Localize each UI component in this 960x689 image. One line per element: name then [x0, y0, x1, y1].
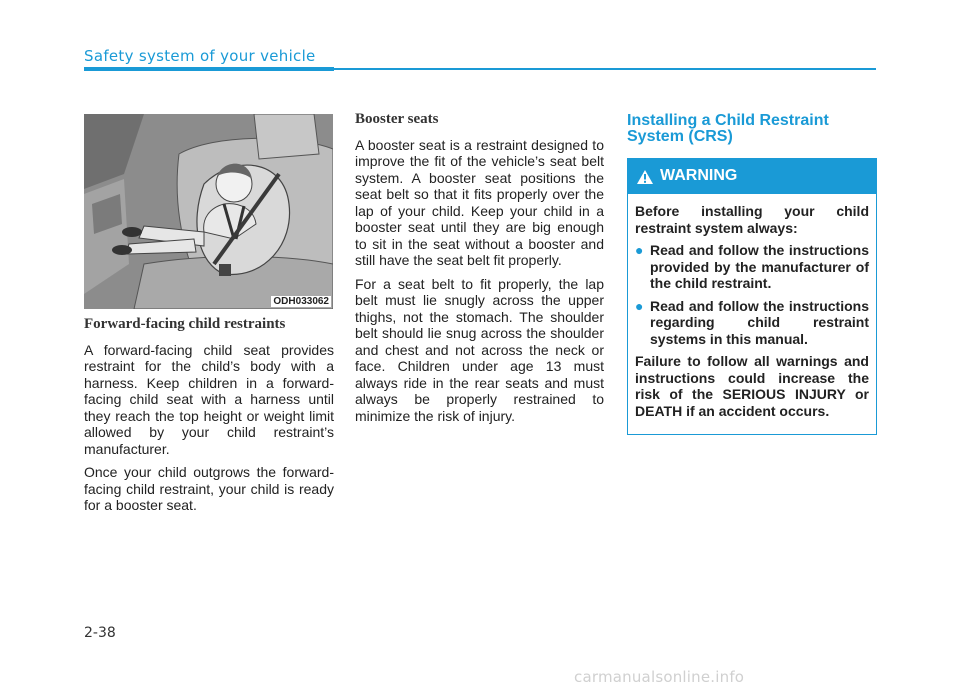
column-installing-crs	[627, 111, 877, 435]
forward-facing-paragraph-2: Once your child outgrows the forward-facing child restraint, your child is ready for a booster seat.	[84, 464, 334, 513]
warning-header	[628, 159, 876, 194]
figure-code: ODH033062	[273, 296, 329, 307]
warning-triangle-icon	[636, 169, 654, 185]
header-rule-thin	[334, 68, 876, 70]
booster-seats-heading: Booster seats	[355, 111, 439, 127]
warning-list	[635, 242, 869, 347]
warning-intro: Before installing your child restraint system always:	[635, 203, 869, 236]
booster-seats-paragraph-2: For a seat belt to fit properly, the lap belt must lie snugly across the upper thighs, not the stomach. The shoulder belt should lie snug across the shoulder and chest and not across the neck or face. Children under age 13 must always ride in the rear seats and must always be properly restrained to minimize the risk of injury.	[355, 275, 604, 424]
warning-list-item	[635, 242, 869, 292]
warning-box	[627, 158, 877, 435]
warning-item-text: Read and follow the instructions regarding child restraint systems in this manual.	[650, 297, 869, 347]
bullet-icon: ●	[635, 297, 644, 314]
warning-item-text: Read and follow the instructions provided by the manufacturer of the child restraint.	[650, 242, 869, 291]
column-forward-facing	[84, 316, 334, 521]
booster-seats-paragraph-1: A booster seat is a restraint designed to improve the fit of the vehicle’s seat belt system. A booster seat positions the seat belt so that it fits properly over the lap of your child. Keep your child in a booster seat until they are big enough to sit in the seat without a booster and still have the seat belt fit properly.	[355, 136, 604, 268]
section-title: Safety system of your vehicle	[84, 47, 316, 65]
warning-title: WARNING	[660, 167, 738, 185]
bullet-icon: ●	[635, 242, 644, 258]
header-rule-thick	[84, 67, 334, 71]
warning-outro: Failure to follow all warnings and instructions could increase the risk of the SERIOUS INJURY or DEATH if an accident occurs.	[635, 353, 869, 419]
watermark: carmanualsonline.info	[574, 668, 745, 686]
column-booster-seats	[355, 111, 604, 431]
page-number: 2-38	[84, 625, 116, 641]
child-seat-illustration	[84, 114, 333, 309]
installing-crs-heading: Installing a Child Restraint System (CRS)	[627, 112, 829, 145]
warning-list-item	[635, 298, 869, 348]
forward-facing-heading: Forward-facing child restraints	[84, 316, 286, 332]
warning-body	[628, 194, 876, 434]
forward-facing-paragraph-1: A forward-facing child seat provides restraint for the child’s body with a harness. Keep children in a forward-facing child seat with a harness until they reach the top height or weight limit allowed by your child restraint’s manufacturer.	[84, 341, 334, 457]
child-seat-drawing	[84, 114, 333, 309]
